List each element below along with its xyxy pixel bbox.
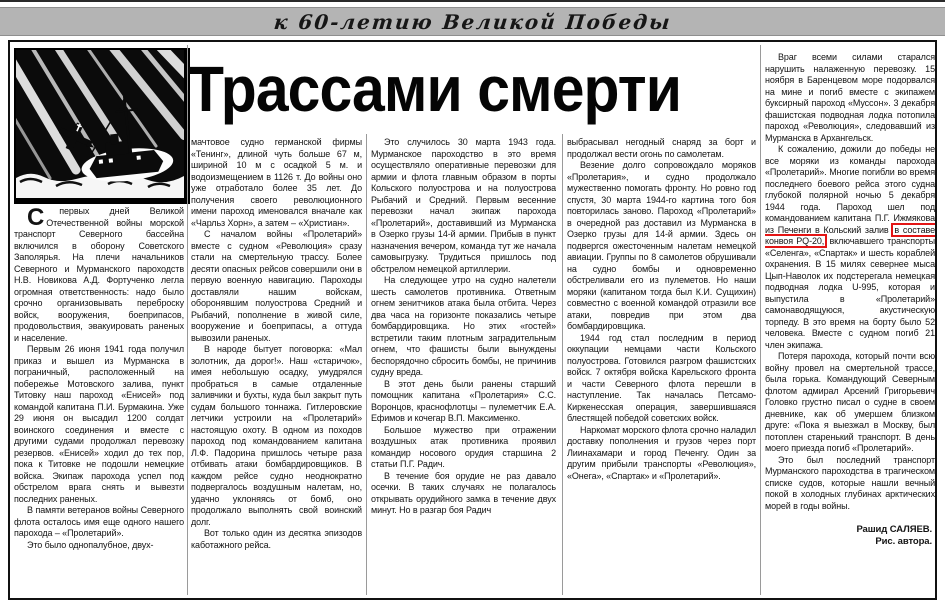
article-column-1 (14, 206, 184, 594)
article-paragraph: На следующее утро на судно налетели шесть самолетов противника. Ответным огнем зенитчиков атака была отбита. Через два часа на горизонте показались четыре бомбардировщика. Но этих «гостей» встретили таким плотным заградительным огнем, что фашисты были вынуждены беспорядочно сбросить бомбы, не причинив судну вреда. (371, 275, 556, 377)
anniversary-banner (0, 7, 945, 36)
article-paragraph: Это случилось 30 марта 1943 года. Мурманское пароходство в это время осуществляло оперативные перевозки для армии и флота главным образом в порты Кольского полуострова и на полуострова Рыбачий и Средний. Первым весенние перевозки начал экипаж парохода «Пролетарий», доставивший из Мурманска в Озерко грузы 14-й армии. Прибыв в пункт назначения вечером, команда тут же начала самовыгрузку. Трудиться пришлось под обстрелом немецкой артиллерии. (371, 137, 556, 274)
article-paragraph: В памяти ветеранов войны Северного флота осталось имя еще одного нашего парохода – «Пролетарий». (14, 505, 184, 538)
article-column-4 (567, 137, 756, 594)
article-paragraph: Первым 26 июня 1941 года получил приказ и вышел из Мурманска в пограничный, расположенный на побережье Мотовского залива, пункт Титовку наш пароход «Енисей» под командой капитана П.И. Бурмакина. Уже 29 июня он высадил 1200 солдат воинского соединения и вместе с другими судами продолжал перевозку резервов. «Енисей» ходил до тех пор, пока к Титовке не подошли немецкие войска. Экипаж парохода успел под обстрелом врага снять и вывезти последних раненых. (14, 344, 184, 504)
article-paragraph: С первых дней Великой Отечественной войны морской транспорт Северного бассейна включился в оборону Советского Заполярья. На плечи начальников Северного и Мурманского пароходств Н.В. Новикова А.Д. Фортученко легла огромная ответственность: надо было срочно организовывать переброску войск, вооружения, боеприпасов, продовольствия, эвакуировать раненых и население. (14, 206, 184, 343)
article-column-5 (765, 52, 935, 594)
article-paragraph: К сожалению, дожили до победы не все моряки из команды парохода «Пролетарий». Многие погибли во время последнего боевого рейса этого судна глубокой полярной ночью 5 декабря 1944 года. Пароход шел под командованием капитана П.Г. Ижмякова из Печенги в Кольский залив в составе конвоя PQ-20, включавшего транспорты «Селенга», «Спартак» и шесть кораблей охранения. В 15 милях севернее мыса Цып-Наволок их подстерегала немецкая подводная лодка U-995, которая и выпустила в «Пролетарий» самонаводящуюся, акустическую торпеду. В это время на борту было 52 человека. Вместе с судном погиб 21 член экипажа. (765, 144, 935, 350)
article-paragraph: выбрасывал негодный снаряд за борт и продолжал вести огонь по самолетам. (567, 137, 756, 159)
article-frame (8, 40, 937, 600)
byline-credit: Рис. автора. (875, 536, 932, 547)
article-paragraph: Это был последний транспорт Мурманского пароходства в трагическом списке судов, которые нашли вечный покой в холодных глубинах арктических морей в годы войны. (765, 454, 935, 511)
article-paragraph: Потеря парохода, который почти всю войну провел на смертельной трассе, была горька. Командующий Северным флотом адмирал Арсений Григорьевич Головко грустно писал о судне в своем дневнике, как об умершем близком друге: «Пока я выезжал в Москву, был потоплен старенький транспорт. В день моего приезда погиб «Пролетарий». (765, 351, 935, 453)
article-paragraph: Везение долго сопровождало моряков «Пролетария», и судно продолжало мужественно помогать фронту. Но ровно год спустя, 30 марта 1944-го картина того боя повторилась заново. Пароход «Пролетарий» в очередной раз доставил из Мурманска в Озерко грузы для 14-й армии. Здесь он подвергся ожесточенным налетам немецкой авиации. Группы по 8 самолетов обрушивали на судно бомбы и одновременно обстреливали его из пулеметов. Но наши моряки (капитаном тогда был К.И. Сущихин) совместно с военной командой отразили все атаки, повредив при этом два бомбардировщика. (567, 160, 756, 331)
drop-cap: С (27, 206, 45, 231)
article-paragraph: Наркомат морского флота срочно наладил доставку пополнения и грузов через порт Лиинахамари и город Печенгу. Один за другим прибыли транспорты «Революция», «Онега», «Спартак» и «Пролетарий». (567, 424, 756, 481)
article-headline: Трассами смерти (188, 53, 681, 125)
column-rule (760, 45, 761, 595)
byline-author: Рашид САЛЯЕВ. (856, 524, 932, 535)
article-paragraph: Вот только один из десятка эпизодов каботажного рейса. (191, 528, 362, 550)
article-paragraph: В народе бытует поговорка: «Мал золотник, да дорог!». Наш «старичок», имея небольшую осадку, умудрялся пробраться в самые отдаленные заливчики и бухты, куда был закрыт путь судам большого тоннажа. Гитлеровские летчики устроили на «Пролетарий» настоящую охоту. В одном из походов пароход под командованием капитана Л.Ф. Падорина пришлось четыре раза отбивать атаки бомбардировщиков. В каждом рейсе судно неоднократно подвергалось воздушным налетам, но, удачно уклоняясь от бомб, оно продолжало выполнять свой воинский долг. (191, 344, 362, 527)
ship-storm-illustration (14, 48, 190, 204)
article-column-3 (371, 137, 556, 594)
article-paragraph: Враг всеми силами старался нарушить налаженную перевозку. 15 ноября в Баренцевом море подорвался на мине и погиб вместе с экипажем буксирный пароход «Муссон». 3 декабря фашистская подводная лодка потопила пароход «Революция», следовавший из Мурманска в Архангельск. (765, 52, 935, 143)
column-rule (562, 134, 563, 595)
article-paragraph: С началом войны «Пролетарий» вместе с судном «Революция» сразу стали на смертельную трассу. Более десяти опасных рейсов совершили они в первую военную навигацию. Пароходы доставляли нашим войскам, оборонявшим полуострова Средний и Рыбачий, пополнение в живой силе, вооружение и боеприпасы, а оттуда вывозили раненых. (191, 229, 362, 343)
article-paragraph: Большое мужество при отражении воздушных атак противника проявил командир носового орудия старшина 2 статьи П.Г. Радич. (371, 424, 556, 469)
top-rule (0, 0, 945, 2)
article-paragraph: В течение боя орудие не раз давало осечки. В таких случаях не полагалось открывать орудийного замка в течение двух минут. Но в разгар боя Радич (371, 470, 556, 515)
highlighted-phrase: в составе конвоя PQ-20, (765, 224, 935, 246)
article-paragraph: мачтовое судно германской фирмы «Тенинг», длиной чуть больше 67 м, шириной 10 м с осадкой 5 м. и водоизмещением в 1126 т. До войны оно уже отработало более 35 лет. До получения своего революционного имени пароход именовался вначале как «Чарльз Хорн», а затем – «Христиан». (191, 137, 362, 228)
column-rule (366, 134, 367, 595)
article-paragraph: В этот день были ранены старший помощник капитана «Пролетария» С.С. Воронцов, краснофлотцы – пулеметчик Е.А. Ефимов и кочегар В.П. Максименко. (371, 378, 556, 423)
column-rule (187, 45, 188, 595)
article-paragraph: 1944 год стал последним в период оккупации немцами части Кольского полуострова. Готовился разгром фашистских войск. 7 октября войска Карельского фронта и части Северного флота перешли в наступление. Так началась Петсамо-Киркенесская операция, завершившаяся блестящей победой советских войск. (567, 332, 756, 423)
article-column-2 (191, 137, 362, 594)
article-paragraph: Это было однопалубное, двух- (27, 539, 154, 550)
banner-text: к 60-летию Великой Победы (272, 9, 673, 34)
ship-storm-drawing-icon (16, 50, 184, 198)
byline (765, 524, 935, 548)
